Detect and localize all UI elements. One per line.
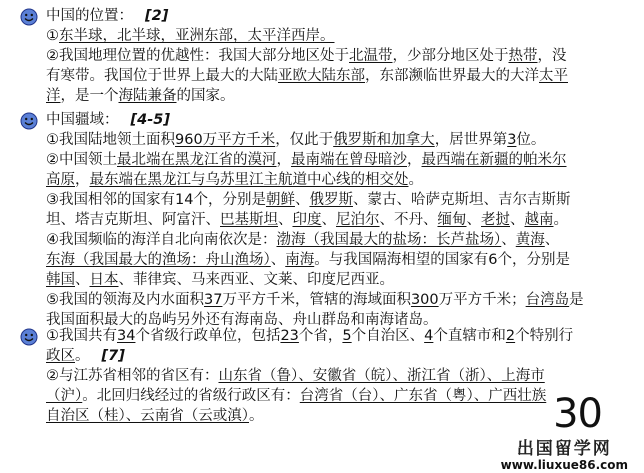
text-run: ，少部分地区处于 [392, 48, 509, 64]
text-run: 、 [510, 212, 525, 228]
underlined-answer: 最南端在曾母暗沙 [291, 152, 407, 168]
text-run: 我国面积最大的岛屿另外还有海南岛、舟山群岛和南海诸岛。 [46, 312, 438, 328]
underlined-answer: 3 [507, 132, 517, 148]
text-line [46, 170, 620, 190]
underlined-answer: 最西端在新疆的帕米尔 [421, 152, 567, 168]
text-run: ③我国相邻的国家有14个，分别是 [46, 192, 266, 208]
section-territory [20, 110, 620, 330]
section-reference: [4-5] [130, 112, 170, 128]
underlined-answer: 东半球，北半球，亚洲东部，太平洋西岸。 [59, 28, 335, 44]
text-run: ④我国频临的海洋自北向南依次是： [46, 232, 277, 248]
underlined-answer: 洋 [46, 88, 61, 104]
underlined-answer: 北温带 [349, 48, 393, 64]
underlined-answer: 最北端在黑龙江省的漠河 [117, 152, 277, 168]
text-run: 、 [75, 272, 90, 288]
underlined-answer: 23 [280, 328, 299, 344]
text-run: ，没 [537, 48, 567, 64]
text-run: 。与我国隔海相望的国家有6个，分别是 [314, 252, 570, 268]
text-line [46, 270, 620, 290]
section-heading-text: 中国的位置： [46, 8, 133, 24]
text-line [46, 190, 620, 210]
section-heading [46, 110, 620, 130]
smiley-bullet-icon [20, 112, 38, 130]
underlined-answer: 热带 [508, 48, 538, 64]
text-run: 、 [278, 212, 293, 228]
text-run: 、 [466, 212, 481, 228]
text-run: 。 [408, 172, 423, 188]
text-run: ①我国共有 [46, 328, 117, 344]
text-run: 有寒带。我国位于世界上最大的大陆 [46, 68, 278, 84]
text-run: 个省级行政单位，包括 [135, 328, 281, 344]
underlined-answer: 960万平方千米 [175, 132, 276, 148]
text-run: 、不丹、 [379, 212, 438, 228]
text-run: ， [75, 172, 90, 188]
underlined-answer: 2 [505, 328, 516, 344]
section-heading [46, 6, 620, 26]
section-administration [20, 326, 620, 426]
text-line [46, 210, 620, 230]
text-run: 个省， [298, 328, 343, 344]
underlined-answer: 海陆兼备 [118, 88, 177, 104]
watermark-name: 出国留学网 [516, 439, 612, 459]
text-run: 、 [544, 232, 560, 248]
underlined-answer: 最东端在黑龙江与乌苏里江主航道中心线的相交处 [89, 172, 409, 188]
section-reference: [7] [101, 348, 125, 364]
underlined-answer: 俄罗斯和加拿大 [333, 132, 435, 148]
underlined-answer: 俄罗斯 [309, 192, 353, 208]
underlined-answer: 台湾省（台）、广东省（粤）、广西壮族 [299, 388, 547, 404]
underlined-answer: 37 [204, 292, 223, 308]
underlined-answer: 政区 [46, 348, 75, 364]
text-run: 、菲律宾、马来西亚、文莱、印度尼西亚。 [118, 272, 394, 288]
section-reference: [2] [145, 8, 169, 24]
underlined-answer: 老挝 [481, 212, 510, 228]
text-run: 是 [569, 292, 584, 308]
text-run: 个特别行 [515, 328, 574, 344]
text-run: 的国家。 [176, 88, 235, 104]
text-run: ，仅此于 [275, 132, 334, 148]
underlined-answer: 台湾岛 [525, 292, 570, 308]
underlined-answer: 自治区（桂）、云南省（云或滇） [46, 408, 249, 424]
text-line [46, 346, 620, 366]
underlined-answer: 太平 [539, 68, 568, 84]
text-run: 、蒙古、哈萨克斯坦、吉尔吉斯斯 [352, 192, 571, 208]
underlined-answer: 尼泊尔 [336, 212, 380, 228]
underlined-answer: 4 [424, 328, 434, 344]
underlined-answer: 黄海 [515, 232, 545, 248]
text-run: ②与江苏省相邻的省区有： [46, 368, 219, 384]
text-run: ②中国领土 [46, 152, 117, 168]
text-run: 、 [294, 192, 310, 208]
text-run: ①我国陆地领土面积 [46, 132, 175, 148]
underlined-answer: 5 [342, 328, 352, 344]
text-line [46, 130, 620, 150]
text-line [46, 250, 620, 270]
text-run: ，东部濒临世界最大的大洋 [365, 68, 539, 84]
watermark-logo [501, 440, 628, 472]
text-run: 个直辖市和 [433, 328, 506, 344]
underlined-answer: 韩国 [46, 272, 75, 288]
text-run: 个自治区、 [351, 328, 425, 344]
underlined-answer: 越南 [524, 212, 554, 228]
underlined-answer: 朝鲜 [265, 192, 295, 208]
text-line [46, 230, 620, 250]
text-run: ⑤我国的领海及内水面积 [46, 292, 204, 308]
section-body [46, 6, 620, 106]
text-line [46, 290, 620, 310]
text-run: 、 [270, 252, 286, 268]
text-run: ① [46, 28, 59, 44]
underlined-answer: 高原 [46, 172, 75, 188]
text-run: ，居世界第 [434, 132, 508, 148]
text-line [46, 406, 620, 426]
underlined-answer: （沪） [46, 388, 83, 404]
underlined-answer: 亚欧大陆东部 [278, 68, 365, 84]
text-run: 。 [75, 348, 90, 364]
section-body [46, 110, 620, 330]
underlined-answer: 缅甸 [437, 212, 467, 228]
underlined-answer: 巴基斯坦 [220, 212, 278, 228]
section-heading-text: 中国疆域： [46, 112, 119, 128]
underlined-answer: 东海（我国最大的渔场：舟山渔场） [46, 252, 271, 268]
underlined-answer: 印度 [292, 212, 322, 228]
underlined-answer: 南海 [285, 252, 315, 268]
text-run: ， [407, 152, 422, 168]
text-run: 、 [501, 232, 516, 248]
text-line [46, 326, 620, 346]
text-run: 。北回归线经过的省级行政区有： [82, 388, 300, 404]
page-number: 30 [553, 391, 602, 437]
text-line [46, 150, 620, 170]
text-run: 万平方千米，管辖的海域面积 [222, 292, 411, 308]
section-body [46, 326, 620, 426]
text-run: 位。 [516, 132, 546, 148]
underlined-answer: 渤海（我国最大的盐场：长芦盐场） [276, 232, 502, 248]
text-line [46, 26, 620, 46]
underlined-answer: 日本 [89, 272, 119, 288]
text-run: ， [276, 152, 291, 168]
section-location [20, 6, 620, 106]
underlined-answer: 34 [117, 328, 136, 344]
text-run: 万平方千米； [438, 292, 526, 308]
smiley-bullet-icon [20, 8, 38, 26]
text-run: ②我国地理位置的优越性：我国大部分地区处于 [46, 48, 349, 64]
text-run: 坦、塔吉克斯坦、阿富汗、 [46, 212, 220, 228]
text-line [46, 46, 620, 66]
text-run: 。 [553, 212, 568, 228]
smiley-bullet-icon [20, 328, 38, 346]
text-run: ，是一个 [60, 88, 119, 104]
text-line [46, 366, 620, 386]
text-run: 。 [249, 408, 264, 424]
watermark-url: www.liuxue86.com [500, 458, 628, 472]
text-line [46, 386, 620, 406]
text-run: 、 [321, 212, 336, 228]
underlined-answer: 山东省（鲁）、安徽省（皖）、浙江省（浙）、上海市 [218, 368, 545, 384]
text-line [46, 86, 620, 106]
text-line [46, 66, 620, 86]
underlined-answer: 300 [410, 292, 439, 308]
